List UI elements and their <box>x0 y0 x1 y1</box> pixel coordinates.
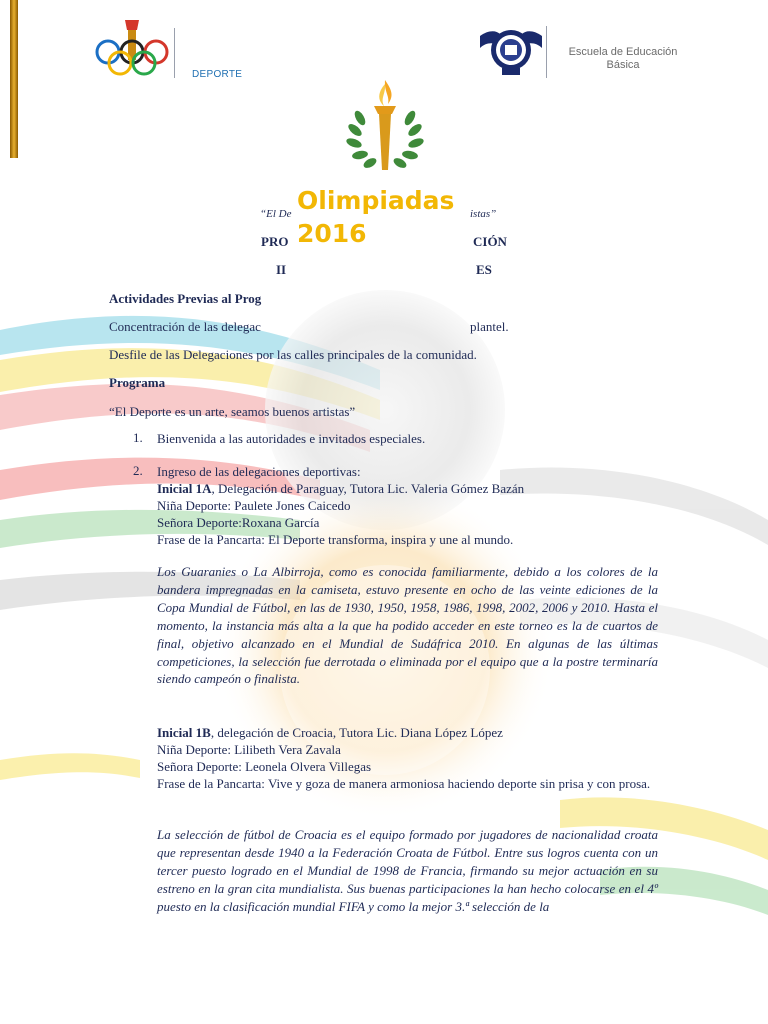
item-1-number: 1. <box>133 430 143 445</box>
heading2-fragment-right: ES <box>476 262 492 277</box>
heading-fragment-right: CIÓN <box>473 234 507 249</box>
delegation-a-senora: Señora Deporte:Roxana García <box>157 515 320 530</box>
motto-fragment-right: istas” <box>470 208 497 220</box>
delegation-b-frase: Frase de la Pancarta: Vive y goza de manera armoniosa haciendo deporte sin prisa y con prosa. <box>157 776 651 791</box>
motto-fragment-left: “El De <box>260 208 292 220</box>
item-2-number: 2. <box>133 463 143 478</box>
item-2-text: Ingreso de las delegaciones deportivas: <box>157 464 361 479</box>
delegation-a-frase: Frase de la Pancarta: El Deporte transforma, inspira y une al mundo. <box>157 532 514 547</box>
program-title: Programa <box>109 375 166 390</box>
gold-border-bar <box>10 0 18 158</box>
delegation-b-description: La selección de fútbol de Croacia es el equipo formado por jugadores de nacionalidad croata que representan desde 1940 a la Federación Croata de Fútbol. Entre sus logros cuenta con un tercer puesto logrado en el Mundial de 1998 de Francia, firmando su mejor actuación en su estreno en la gran cita mundialista. Sus buenas participaciones la han hecho colocarse en el 4º puesto en la clasificación mundial FIFA y como la mejor 3.ª selección de la <box>157 827 658 914</box>
header-divider-right <box>546 26 547 78</box>
delegation-a-nina: Niña Deporte: Paulete Jones Caicedo <box>157 498 351 513</box>
pre-activities-line1-left: Concentración de las delegac <box>109 319 261 334</box>
event-title: Olimpiadas 2016 <box>297 186 455 248</box>
item-1-text: Bienvenida a las autoridades e invitados especiales. <box>157 431 426 446</box>
deporte-label: DEPORTE <box>192 69 243 80</box>
pre-activities-line1-right: plantel. <box>470 319 509 334</box>
school-name: Escuela de Educación Básica <box>568 46 678 71</box>
delegation-b-nina: Niña Deporte: Lilibeth Vera Zavala <box>157 742 341 757</box>
delegation-b-label: Inicial 1B <box>157 725 211 740</box>
delegation-b-details: , delegación de Croacia, Tutora Lic. Diana López López <box>210 725 503 740</box>
delegation-b-heading <box>157 724 503 741</box>
heading-fragment-left: PRO <box>261 234 289 249</box>
pre-activities-line2: Desfile de las Delegaciones por las calles principales de la comunidad. <box>109 347 477 362</box>
delegation-a-label: Inicial 1A <box>157 481 212 496</box>
torch-laurel-icon <box>340 78 430 176</box>
school-crest-logo <box>478 24 544 78</box>
delegation-a-heading <box>157 480 524 497</box>
delegation-a-details: , Delegación de Paraguay, Tutora Lic. Valeria Gómez Bazán <box>211 481 525 496</box>
delegation-b-senora: Señora Deporte: Leonela Olvera Villegas <box>157 759 372 774</box>
program-motto: “El Deporte es un arte, seamos buenos artistas” <box>109 404 356 419</box>
olympic-rings-logo <box>92 14 172 80</box>
delegation-a-description: Los Guaranies o La Albirroja, como es conocida familiarmente, debido a los colores de la bandera impregnadas en la camiseta, estuvo presente en ocho de las veinte ediciones de la Copa Mundial de Fútbol, en las de 1930, 1950, 1958, 1986, 1998, 2002, 2006 y 2010. Hasta el momento, la instancia más alta a la que ha podido acceder en este torneo es la de cuartos de final, objetivo alcanzado en el Mundial de Sudáfrica 2010. En algunas de las últimas competiciones, la selección fue derrotada o eliminada por el equipo que a la postre terminaría siendo campeón o finalista. <box>157 564 658 687</box>
header-divider-left <box>174 28 175 78</box>
heading2-fragment-left: II <box>276 262 287 277</box>
pre-activities-title: Actividades Previas al Prog <box>109 291 262 306</box>
